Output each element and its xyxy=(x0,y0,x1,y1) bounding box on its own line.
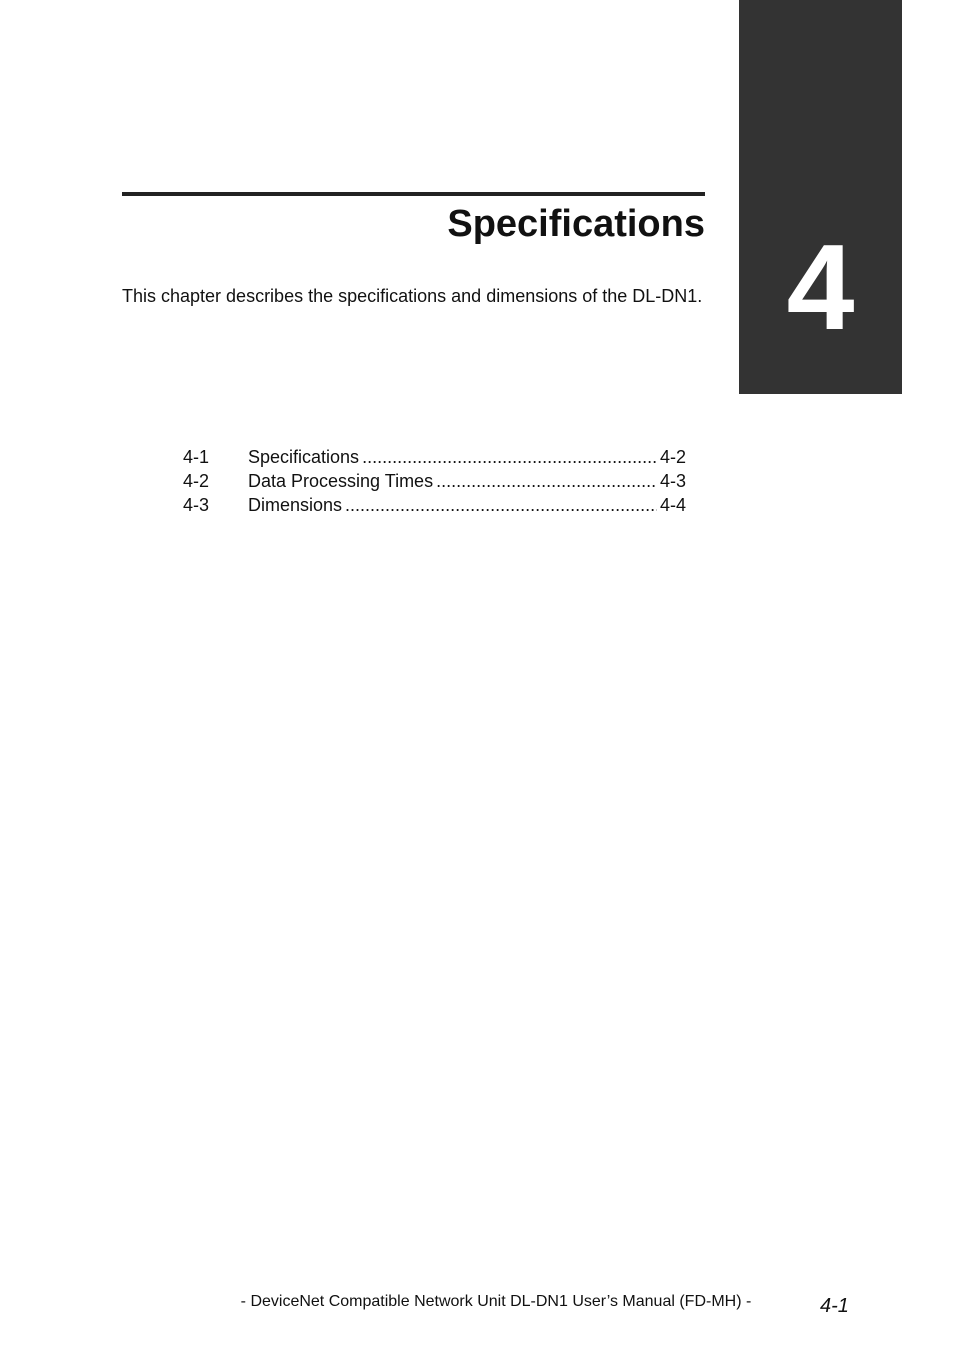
chapter-number: 4 xyxy=(786,219,855,355)
toc-entry-page: 4-2 xyxy=(659,447,686,467)
toc-dot-leader xyxy=(436,469,657,493)
toc-dot-leader xyxy=(362,445,657,469)
title-rule xyxy=(122,192,705,196)
toc-entry-title: Dimensions xyxy=(248,495,343,515)
chapter-intro: This chapter describes the specifications and dimensions of the DL-DN1. xyxy=(122,286,703,306)
toc-entry-number: 4-1 xyxy=(183,447,210,467)
toc-entry-page: 4-4 xyxy=(659,495,686,515)
chapter-tab xyxy=(739,0,902,394)
table-of-contents xyxy=(183,445,686,517)
chapter-title: Specifications xyxy=(447,203,705,245)
toc-entry-number: 4-3 xyxy=(183,495,210,515)
toc-entry-dimensions[interactable] xyxy=(183,493,686,517)
page-number: 4-1 xyxy=(820,1295,849,1317)
toc-entry-data-processing-times[interactable] xyxy=(183,469,686,493)
toc-entry-title: Data Processing Times xyxy=(248,471,434,491)
toc-entry-specifications[interactable] xyxy=(183,445,686,469)
footer-manual-title: - DeviceNet Compatible Network Unit DL-DN1 User’s Manual (FD-MH) - xyxy=(240,1293,752,1310)
toc-entry-title: Specifications xyxy=(248,447,360,467)
toc-dot-leader xyxy=(345,493,657,517)
toc-entry-number: 4-2 xyxy=(183,471,210,491)
toc-entry-page: 4-3 xyxy=(659,471,686,491)
